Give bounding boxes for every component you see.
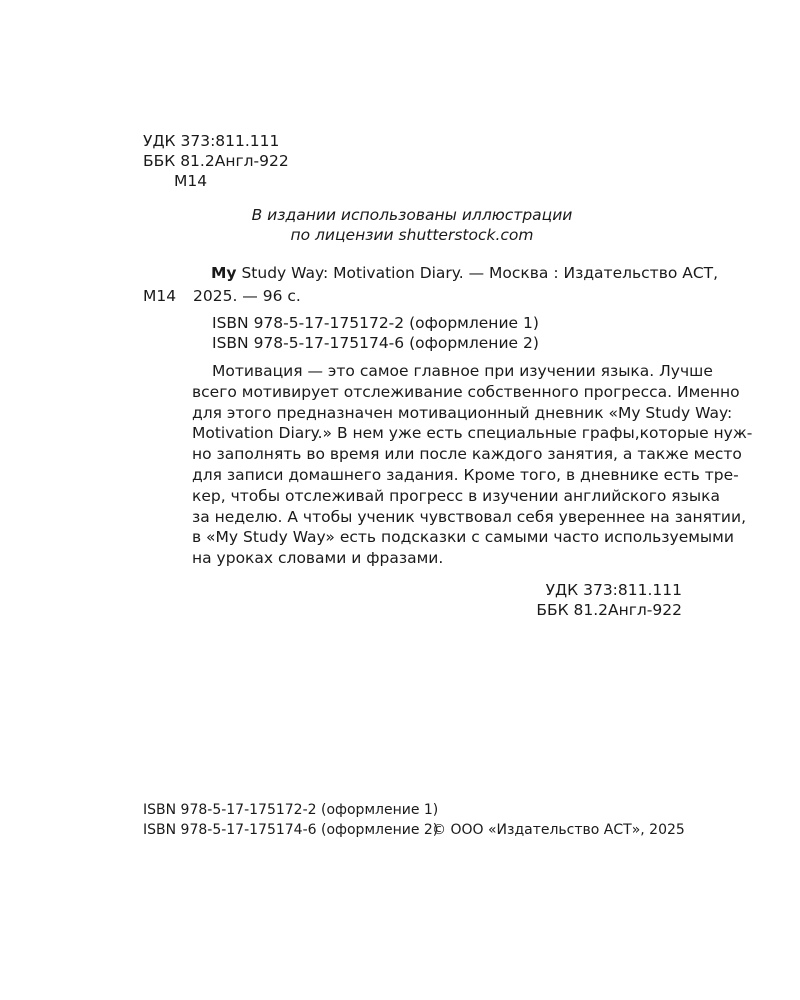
- udk-code-right: УДК 373:811.111: [545, 581, 682, 599]
- annotation-line: Motivation Diary.» В нем уже есть специальные графы,которые нуж-: [192, 424, 753, 443]
- bbk-code-right: ББК 81.2Англ-922: [536, 601, 682, 619]
- annotation-line: кер, чтобы отслеживай прогресс в изучении английского языка: [192, 486, 720, 505]
- title-rest: Study Way: Motivation Diary. — Москва : Издательство АСТ,: [236, 264, 719, 282]
- title-bold-part: My: [211, 264, 237, 282]
- isbn-line-2: ISBN 978-5-17-175174-6 (оформление 2): [212, 334, 539, 352]
- annotation-line: но заполнять во время или после каждого занятия, а также место: [192, 445, 742, 464]
- annotation-line: в «My Study Way» есть подсказки с самыми часто используемыми: [192, 528, 734, 547]
- copyright-notice: © ООО «Издательство АСТ», 2025: [432, 822, 685, 838]
- bibliographic-title: [211, 263, 718, 283]
- annotation-line: Мотивация — это самое главное при изучении языка. Лучше: [212, 362, 713, 380]
- year-pages: 2025. — 96 с.: [193, 287, 301, 305]
- footer-isbn-1: ISBN 978-5-17-175172-2 (оформление 1): [143, 802, 439, 818]
- annotation-line: для записи домашнего задания. Кроме того, в дневнике есть тре-: [192, 465, 739, 484]
- illustrations-note-line-2: по лицензии shutterstock.com: [290, 226, 534, 244]
- annotation-paragraph: [192, 361, 753, 569]
- annotation-line: для этого предназначен мотивационный дневник «My Study Way:: [192, 403, 733, 422]
- illustrations-note-line-1: В издании использованы иллюстрации: [251, 206, 573, 224]
- annotation-line: всего мотивирует отслеживание собственного прогресса. Именно: [192, 382, 740, 401]
- udk-code: УДК 373:811.111: [143, 132, 280, 150]
- bibliography-author-mark: М14: [143, 287, 177, 305]
- bbk-code: ББК 81.2Англ-922: [143, 152, 289, 170]
- annotation-line: на уроках словами и фразами.: [192, 549, 444, 568]
- annotation-line: за неделю. А чтобы ученик чувствовал себя увереннее на занятии,: [192, 507, 747, 526]
- isbn-line-1: ISBN 978-5-17-175172-2 (оформление 1): [212, 314, 539, 332]
- author-mark: М14: [174, 172, 208, 190]
- footer-isbn-2: ISBN 978-5-17-175174-6 (оформление 2): [143, 822, 439, 838]
